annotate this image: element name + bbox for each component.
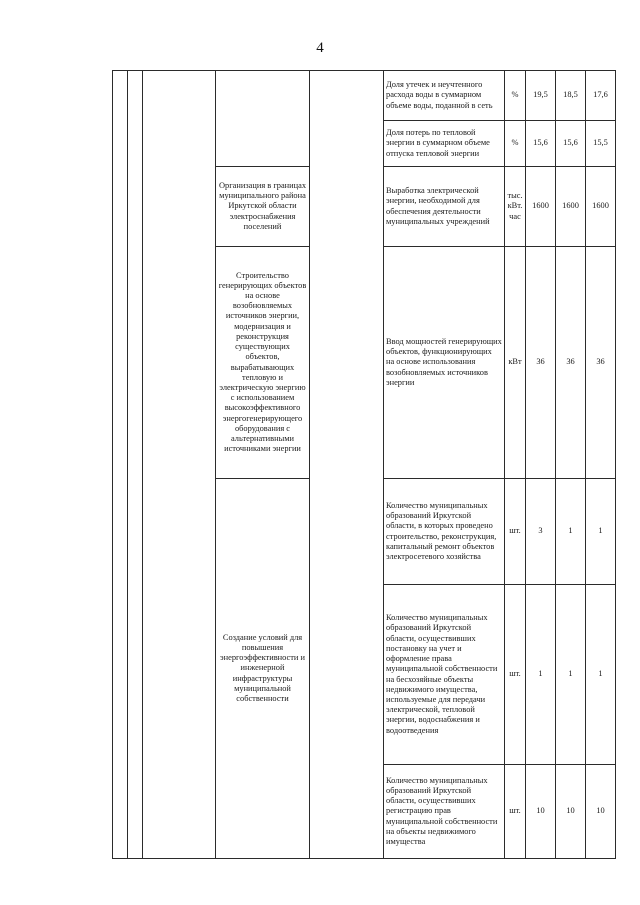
activity-cell: Организация в границах муниципального района Иркутской области электроснабжения поселений xyxy=(216,167,310,247)
unit-cell: тыс. кВт. час xyxy=(505,167,526,247)
value-cell: 3 xyxy=(526,479,556,585)
indicator-cell: Доля потерь по тепловой энергии в суммарном объеме отпуска тепловой энергии xyxy=(384,121,505,167)
activity-cell xyxy=(216,71,310,167)
value-cell: 10 xyxy=(526,765,556,859)
indicator-cell: Количество муниципальных образований Иркутской области, осуществивших постановку на учет и оформление права муниципальной собственности на бесхозяйные объекты недвижимого имущества, используемые для передачи электрической, тепловой энергии, водоснабжения и водоотведения xyxy=(384,585,505,765)
value-cell: 36 xyxy=(526,247,556,479)
value-cell: 1 xyxy=(526,585,556,765)
blank-cell xyxy=(143,71,216,859)
value-cell: 1 xyxy=(586,479,616,585)
targets-table xyxy=(112,70,616,859)
value-cell: 15,6 xyxy=(526,121,556,167)
value-cell: 15,5 xyxy=(586,121,616,167)
indicator-cell: Доля утечек и неучтенного расхода воды в суммарном объеме воды, поданной в сеть xyxy=(384,71,505,121)
value-cell: 10 xyxy=(556,765,586,859)
indicator-cell: Выработка электрической энергии, необходимой для обеспечения деятельности муниципальных учреждений xyxy=(384,167,505,247)
indicator-cell: Ввод мощностей генерирующих объектов, функционирующих на основе использования возобновляемых источников энергии xyxy=(384,247,505,479)
blank-cell xyxy=(128,71,143,859)
unit-cell: % xyxy=(505,121,526,167)
value-cell: 1600 xyxy=(556,167,586,247)
blank-cell xyxy=(113,71,128,859)
value-cell: 17,6 xyxy=(586,71,616,121)
activity-cell: Создание условий для повышения энергоэффективности и инженерной инфраструктуры муниципальной собственности xyxy=(216,479,310,859)
unit-cell: шт. xyxy=(505,479,526,585)
value-cell: 1600 xyxy=(586,167,616,247)
value-cell: 18,5 xyxy=(556,71,586,121)
activity-cell: Строительство генерирующих объектов на основе возобновляемых источников энергии, модернизация и реконструкция существующих объектов, вырабатывающих тепловую и электрическую энергию с использованием высокоэффективного энергогенерирующего оборудования с альтернативными источниками энергии xyxy=(216,247,310,479)
table-row xyxy=(113,71,616,121)
blank-cell xyxy=(310,71,384,859)
value-cell: 15,6 xyxy=(556,121,586,167)
page-number: 4 xyxy=(316,40,324,56)
value-cell: 1 xyxy=(556,479,586,585)
unit-cell: шт. xyxy=(505,765,526,859)
value-cell: 36 xyxy=(586,247,616,479)
indicator-cell: Количество муниципальных образований Иркутской области, осуществивших регистрацию прав муниципальной собственности на объекты недвижимого имущества xyxy=(384,765,505,859)
unit-cell: шт. xyxy=(505,585,526,765)
value-cell: 19,5 xyxy=(526,71,556,121)
value-cell: 10 xyxy=(586,765,616,859)
value-cell: 36 xyxy=(556,247,586,479)
value-cell: 1600 xyxy=(526,167,556,247)
unit-cell: % xyxy=(505,71,526,121)
value-cell: 1 xyxy=(556,585,586,765)
indicator-cell: Количество муниципальных образований Иркутской области, в которых проведено строительство, реконструкция, капитальный ремонт объектов электросетевого хозяйства xyxy=(384,479,505,585)
unit-cell: кВт xyxy=(505,247,526,479)
value-cell: 1 xyxy=(586,585,616,765)
